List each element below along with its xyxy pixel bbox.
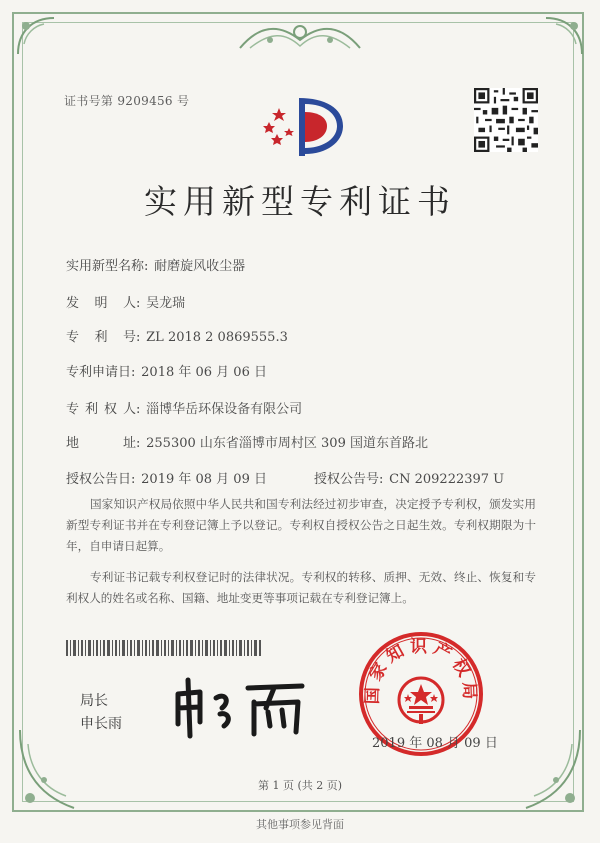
field-label: 专 利 号 — [66, 330, 136, 345]
field-inventor: 发 明 人 : 吴龙瑞 — [66, 292, 185, 311]
field-value: 耐磨旋风收尘器 — [154, 259, 246, 274]
seal-date: 2019 年 08 月 09 日 — [372, 736, 498, 751]
footer-note: 其他事项参见背面 — [256, 818, 344, 831]
corner-ornament-bottom-right — [516, 724, 586, 814]
certificate-number-label: 证书号第 — [64, 94, 114, 108]
field-patentee: 专 利 权 人 : 淄博华岳环保设备有限公司 — [66, 398, 302, 417]
page-number: 第 1 页 (共 2 页) — [257, 779, 343, 792]
field-address: 地 址 : 255300 山东省淄博市周村区 309 国道东首路北 — [66, 432, 428, 451]
corner-ornament-bottom-left — [14, 724, 84, 814]
field-label: 授权公告号 — [314, 472, 380, 487]
field-value: 2018 年 06 月 06 日 — [141, 365, 267, 380]
certificate-number-value: 9209456 — [117, 94, 173, 108]
field-label: 专利申请日 — [66, 365, 132, 380]
body-paragraph-1: 国家知识产权局依照中华人民共和国专利法经过初步审查，决定授予专利权，颁发实用新型专利证书并在专利登记簿上予以登记。专利权自授权公告之日起生效。专利权期限为十年，自申请日起算。 — [66, 497, 536, 553]
field-label: 专 利 权 人 — [66, 402, 136, 417]
certificate-number-suffix: 号 — [177, 94, 190, 108]
certificate-number — [64, 92, 189, 109]
corner-ornament-top-right — [536, 14, 586, 64]
certificate-title: 实用新型专利证书 — [144, 182, 456, 221]
field-value: 255300 山东省淄博市周村区 309 国道东首路北 — [146, 436, 428, 451]
field-filing-date: 专利申请日: 2018 年 06 月 06 日 — [66, 361, 267, 380]
field-value: 淄博华岳环保设备有限公司 — [146, 402, 303, 417]
field-value: ZL 2018 2 0869555.3 — [146, 330, 288, 345]
field-patent-number: 专 利 号 : ZL 2018 2 0869555.3 — [66, 326, 288, 345]
field-label: 授权公告日 — [66, 472, 132, 487]
field-utility-model-name: 实用新型名称: 耐磨旋风收尘器 — [66, 255, 245, 274]
field-publication-number: 授权公告号: CN 209222397 U — [314, 468, 504, 487]
field-value: 2019 年 08 月 09 日 — [141, 472, 267, 487]
svg-text:国家知识产权局: 国家知识产权局 — [362, 636, 480, 705]
field-label: 发 明 人 — [66, 296, 136, 311]
signatory-title: 局长 — [80, 693, 108, 709]
field-label: 实用新型名称 — [66, 259, 145, 274]
qr-code-icon — [474, 88, 538, 152]
corner-ornament-top-left — [14, 14, 64, 64]
barcode-icon — [66, 640, 262, 656]
top-ornament — [230, 18, 370, 60]
field-value: 吴龙瑞 — [146, 296, 186, 311]
field-label: 地 址 — [66, 436, 136, 451]
field-value: CN 209222397 U — [389, 472, 505, 487]
signatory-name: 申长雨 — [80, 716, 122, 732]
cnipa-logo-icon — [255, 90, 347, 162]
handwritten-signature — [170, 672, 310, 744]
field-publication-date: 授权公告日: 2019 年 08 月 09 日 — [66, 468, 267, 487]
body-paragraph-2: 专利证书记载专利权登记时的法律状况。专利权的转移、质押、无效、终止、恢复和专利权人的姓名或名称、国籍、地址变更等事项记载在专利登记簿上。 — [66, 570, 536, 605]
